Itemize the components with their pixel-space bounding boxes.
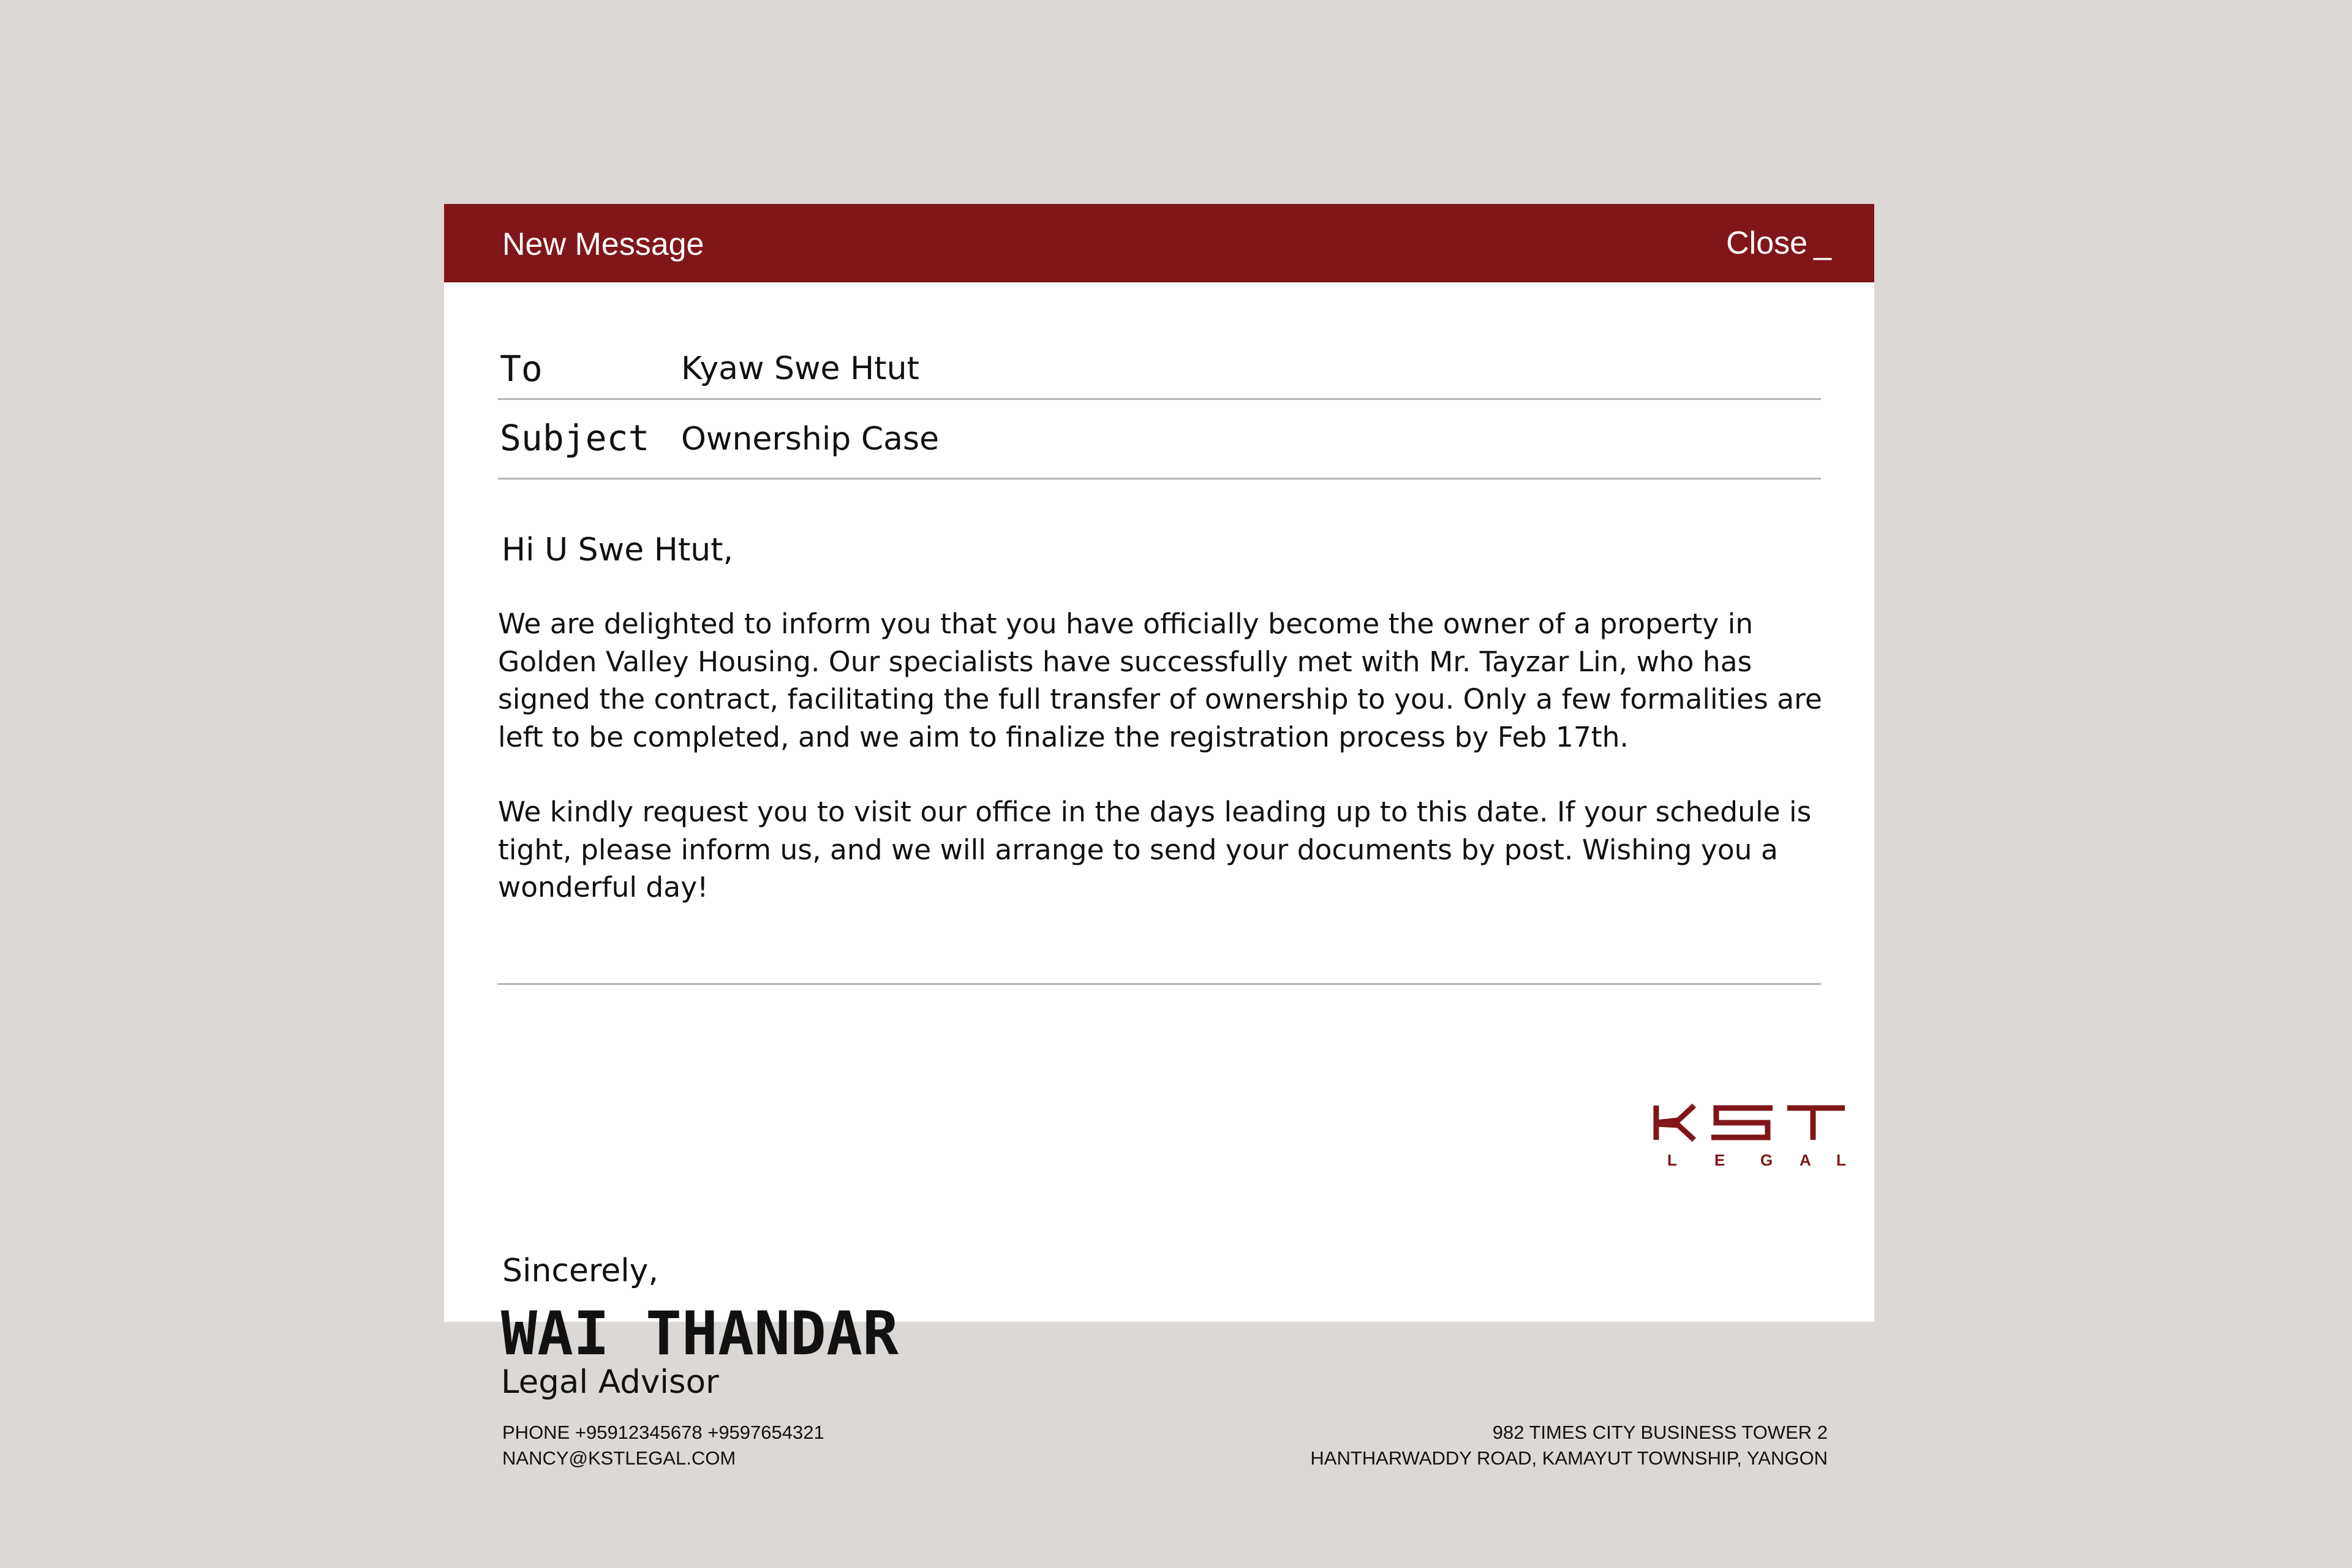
kst-wordmark-icon	[1656, 1106, 1845, 1140]
close-button[interactable]	[1726, 225, 1831, 262]
compose-window	[444, 204, 1874, 1469]
message-paragraph-1: We are delighted to inform you that you have officially become the owner of a property in Golden Valley Housing. Our specialists have successfully met with Mr. Tayzar Lin, who has signed the contract, facilitating the full transfer of ownership to you. Only a few formalities are left to be completed, and we aim to finalize the registration process by Feb 17th.	[498, 608, 1822, 753]
svg-text:G: G	[1760, 1151, 1773, 1169]
message-greeting: Hi U Swe Htut,	[502, 532, 734, 568]
to-input[interactable]	[681, 347, 1814, 390]
address-line-2: HANTHARWADDY ROAD, KAMAYUT TOWNSHIP, YANGON	[1310, 1447, 1828, 1469]
kst-tagline-icon	[1667, 1151, 1846, 1169]
minimize-icon: _	[1814, 225, 1831, 261]
contact-phone: PHONE +95912345678 +9597654321	[502, 1422, 824, 1443]
signature-divider	[498, 983, 1821, 985]
subject-label: Subject	[500, 417, 650, 459]
sender-name: WAI THANDAR	[501, 1299, 899, 1369]
message-paragraph-2: We kindly request you to visit our office in the days leading up to this date. If your schedule is tight, please inform us, and we will arrange to send your documents by post. Wishing you a wonderful day!	[498, 796, 1812, 903]
svg-text:A: A	[1800, 1151, 1811, 1169]
svg-text:L: L	[1667, 1151, 1677, 1169]
message-body[interactable]	[498, 529, 1833, 907]
to-label: To	[500, 348, 543, 390]
svg-text:E: E	[1714, 1151, 1725, 1169]
svg-text:L: L	[1836, 1151, 1846, 1169]
close-label: Close	[1726, 225, 1808, 261]
sender-role: Legal Advisor	[501, 1363, 719, 1401]
address-line-1: 982 TIMES CITY BUSINESS TOWER 2	[1492, 1422, 1828, 1443]
to-field-row	[498, 340, 1821, 400]
kst-legal-logo	[1650, 1098, 1846, 1175]
compose-title-bar	[444, 204, 1874, 282]
subject-input[interactable]	[681, 418, 1814, 461]
window-title: New Message	[502, 227, 704, 262]
contact-email: NANCY@KSTLEGAL.COM	[502, 1447, 736, 1469]
subject-field-row	[498, 400, 1821, 480]
sign-off: Sincerely,	[502, 1253, 658, 1289]
